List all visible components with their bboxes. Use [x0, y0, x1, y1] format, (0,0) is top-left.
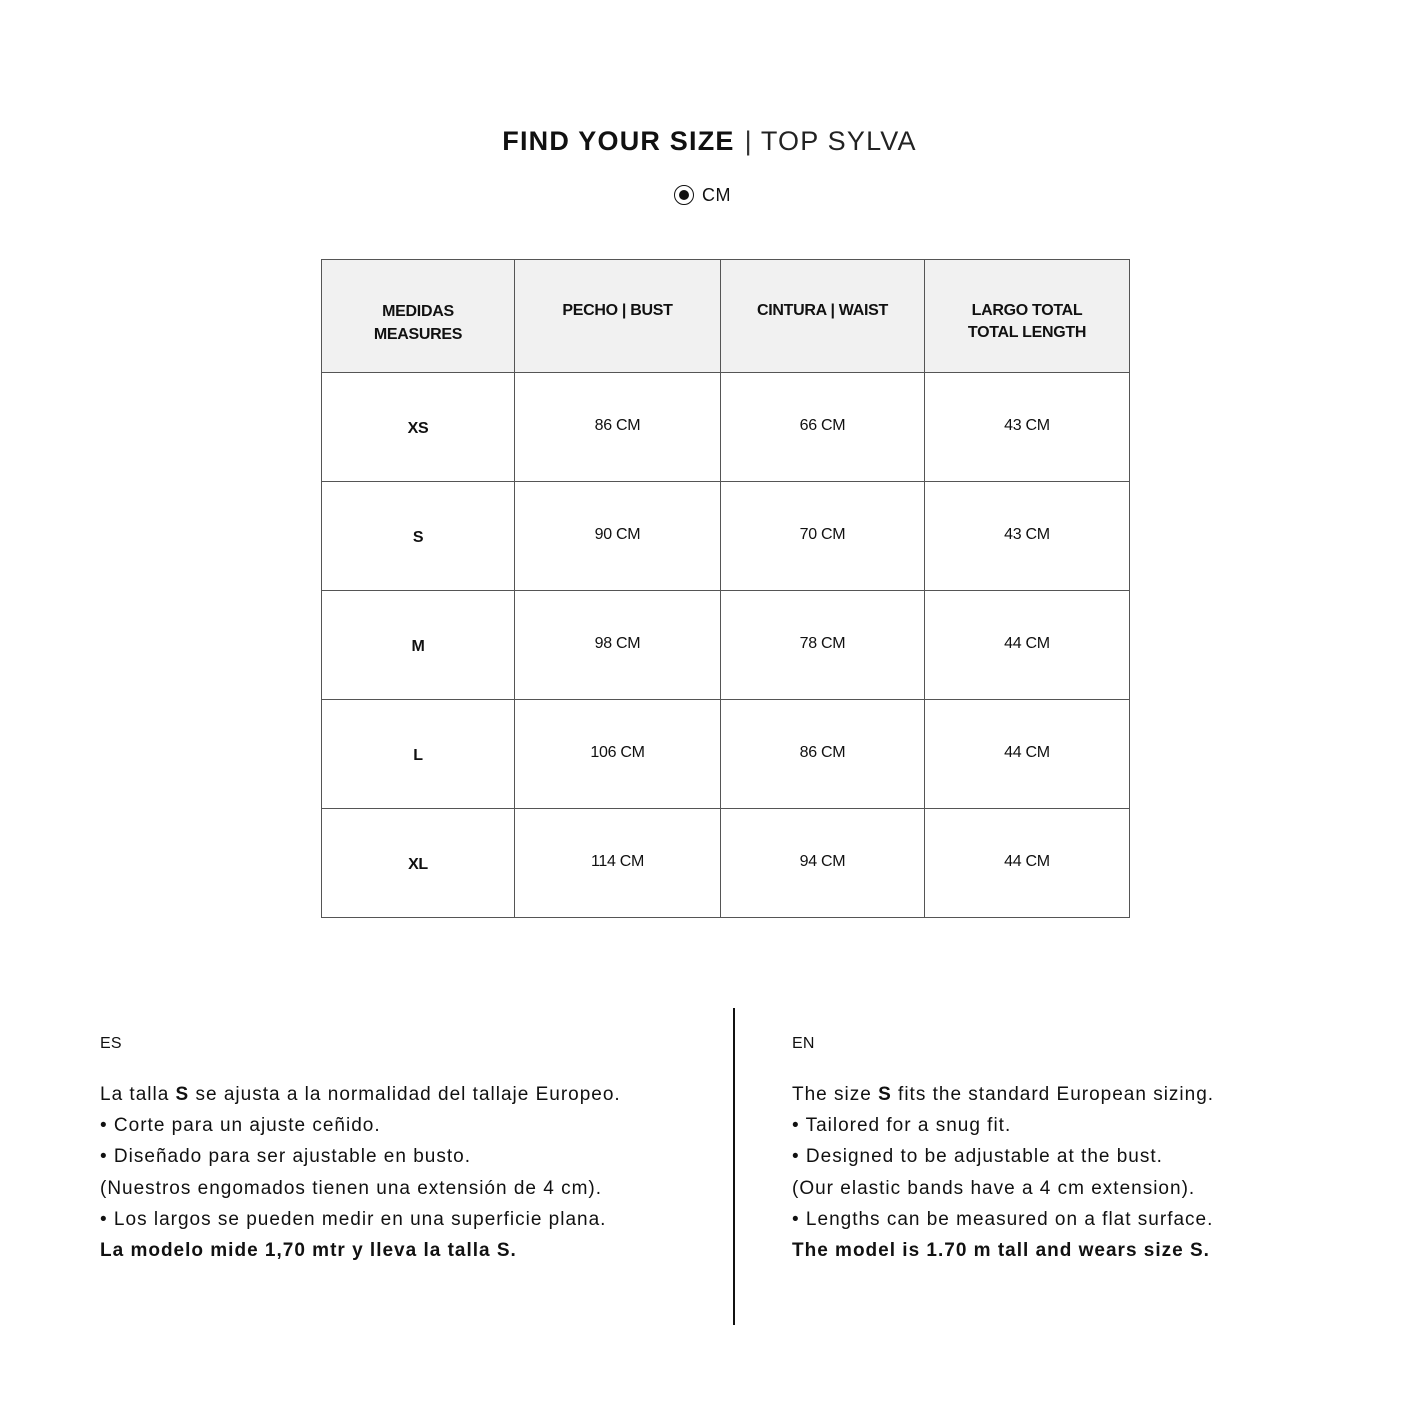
waist-value: 78 CM [721, 591, 925, 700]
page-title [0, 124, 1419, 158]
unit-selector[interactable] [674, 182, 731, 208]
waist-value: 94 CM [721, 809, 925, 918]
size-label: S [322, 482, 515, 591]
bust-value: 106 CM [515, 700, 721, 809]
notes-english [792, 1034, 1352, 1266]
waist-value: 66 CM [721, 373, 925, 482]
bust-value: 98 CM [515, 591, 721, 700]
table-row [322, 482, 1130, 591]
title-main: FIND YOUR SIZE [502, 126, 735, 156]
note-line: (Our elastic bands have a 4 cm extension). [792, 1177, 1196, 1199]
column-header-waist: CINTURA | WAIST [721, 260, 925, 373]
length-value: 44 CM [925, 809, 1130, 918]
size-label: XS [322, 373, 515, 482]
length-value: 44 CM [925, 591, 1130, 700]
note-line: (Nuestros engomados tienen una extensión de 4 cm). [100, 1177, 603, 1199]
bust-value: 114 CM [515, 809, 721, 918]
note-bullet: • Designed to be adjustable at the bust. [792, 1146, 1163, 1168]
note-bullet: • Corte para un ajuste ceñido. [100, 1115, 381, 1137]
note-intro: La talla S se ajusta a la normalidad del tallaje Europeo. [100, 1084, 621, 1105]
length-value: 43 CM [925, 482, 1130, 591]
note-bullet: • Tailored for a snug fit. [792, 1115, 1012, 1137]
size-label: L [322, 700, 515, 809]
product-name: TOP SYLVA [760, 126, 917, 156]
waist-value: 70 CM [721, 482, 925, 591]
length-value: 43 CM [925, 373, 1130, 482]
column-divider [733, 1008, 735, 1325]
table-row [322, 373, 1130, 482]
column-header-length: LARGO TOTAL TOTAL LENGTH [925, 260, 1130, 373]
title-separator: | [744, 126, 753, 156]
note-bullet: • Lengths can be measured on a flat surface. [792, 1208, 1214, 1230]
note-intro: The size S fits the standard European sizing. [792, 1084, 1215, 1105]
table-header-row [322, 260, 1130, 373]
table-row [322, 700, 1130, 809]
language-label-en: EN [792, 1035, 815, 1052]
waist-value: 86 CM [721, 700, 925, 809]
column-header-bust: PECHO | BUST [515, 260, 721, 373]
length-value: 44 CM [925, 700, 1130, 809]
note-bullet: • Diseñado para ser ajustable en busto. [100, 1146, 471, 1168]
unit-label: CM [702, 184, 731, 205]
size-table [321, 259, 1130, 918]
language-label-es: ES [100, 1035, 122, 1052]
notes-spanish [100, 1034, 720, 1266]
radio-selected-dot-icon [679, 190, 689, 200]
table-row [322, 809, 1130, 918]
bust-value: 86 CM [515, 373, 721, 482]
radio-cm[interactable] [674, 185, 694, 205]
size-label: XL [322, 809, 515, 918]
size-label: M [322, 591, 515, 700]
table-row [322, 591, 1130, 700]
model-note: The model is 1.70 m tall and wears size S. [792, 1240, 1210, 1262]
column-header-measures: MEDIDAS MEASURES [322, 260, 515, 373]
note-bullet: • Los largos se pueden medir en una superficie plana. [100, 1208, 607, 1230]
bust-value: 90 CM [515, 482, 721, 591]
model-note: La modelo mide 1,70 mtr y lleva la talla S. [100, 1240, 517, 1262]
